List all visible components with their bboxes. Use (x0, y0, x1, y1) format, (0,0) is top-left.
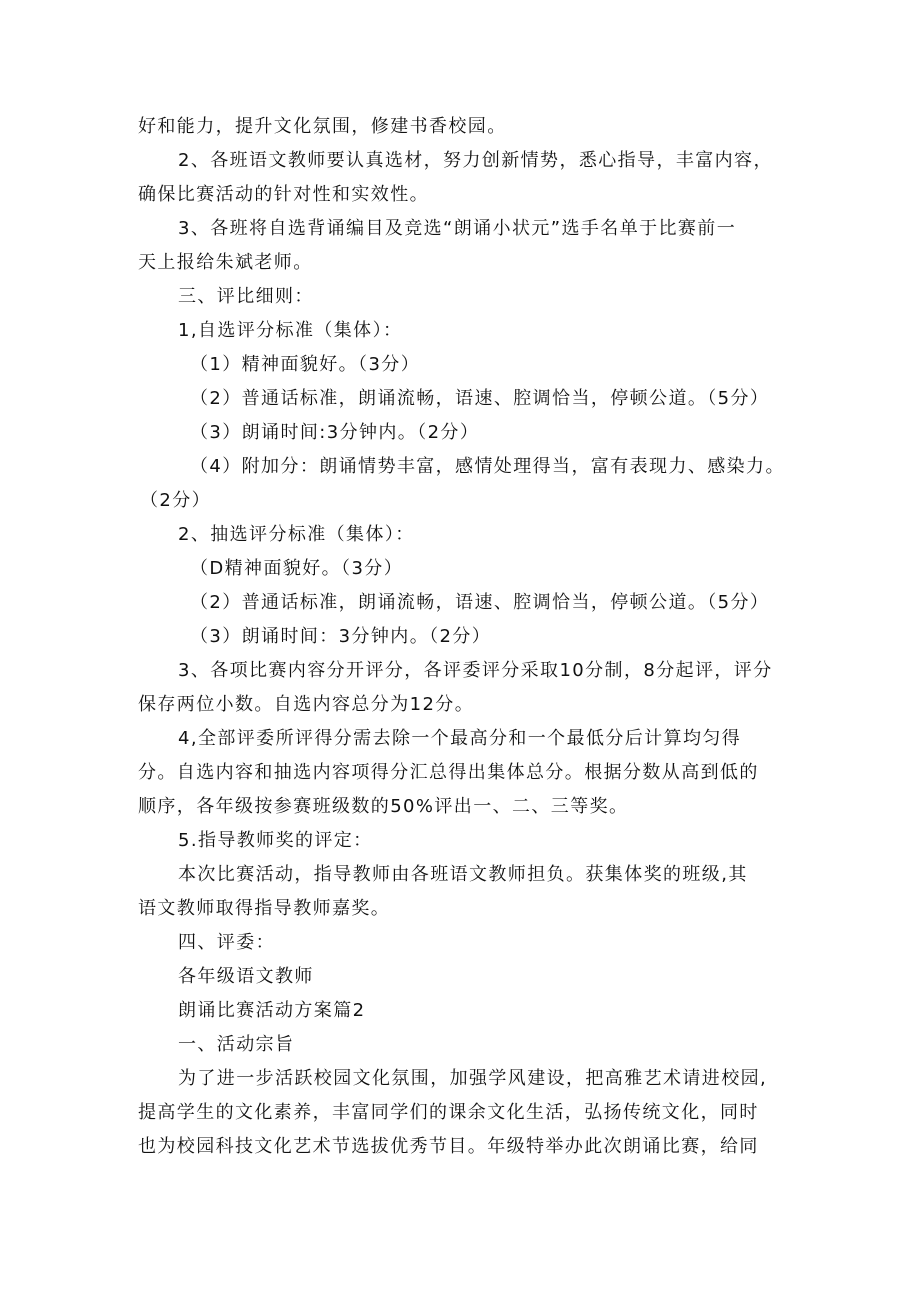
text-line: 5.指导教师奖的评定： (178, 830, 373, 851)
text-line: 顺序，各年级按参赛班级数的50%评出一、二、三等奖。 (138, 796, 629, 817)
text-line: 4,全部评委所评得分需去除一个最高分和一个最低分后计算均匀得 (178, 728, 742, 749)
text-line: 3、各项比赛内容分开评分，各评委评分采取10分制，8分起评，评分 (178, 660, 773, 681)
section-heading: 一、活动宗旨 (178, 1034, 295, 1055)
list-item: （D精神面貌好。（3分） (190, 558, 404, 579)
text-line: 分。自选内容和抽选内容项得分汇总得出集体总分。根据分数从高到低的 (138, 762, 759, 783)
text-line: 2、抽选评分标准（集体）： (178, 524, 415, 545)
text-line: 也为校园科技文化艺术节选拔优秀节目。年级特举办此次朗诵比赛，给同 (138, 1136, 759, 1157)
list-item: （4）附加分：朗诵情势丰富，感情处理得当，富有表现力、感染力。 (190, 456, 785, 477)
list-item: （3）朗诵时间：3分钟内。（2分） (190, 626, 492, 647)
list-item: （3）朗诵时间:3分钟内。（2分） (190, 422, 480, 443)
text-line: 语文教师取得指导教师嘉奖。 (138, 898, 391, 919)
text-line: 好和能力，提升文化氛围，修建书香校园。 (138, 116, 507, 137)
section-heading: 三、评比细则： (178, 286, 314, 307)
text-line: 3、各班将自选背诵编目及竞选“朗诵小状元”选手名单于比赛前一 (178, 218, 737, 239)
list-item: （2）普通话标准，朗诵流畅，语速、腔调恰当，停顿公道。（5分） (190, 388, 770, 409)
text-line: 提高学生的文化素养，丰富同学们的课余文化生活，弘扬传统文化，同时 (138, 1102, 759, 1123)
text-line: 2、各班语文教师要认真选材，努力创新情势，悉心指导，丰富内容， (178, 150, 773, 171)
section-heading: 四、评委： (178, 932, 275, 953)
list-item: （2）普通话标准，朗诵流畅，语速、腔调恰当，停顿公道。（5分） (190, 592, 770, 613)
text-line: 1,自选评分标准（集体）： (178, 320, 403, 341)
article-title: 朗诵比赛活动方案篇2 (178, 1000, 366, 1021)
list-item: （1）精神面貌好。（3分） (190, 354, 421, 375)
text-line: 为了进一步活跃校园文化氛围，加强学风建设，把高雅艺术请进校园, (178, 1068, 768, 1089)
text-line: 保存两位小数。自选内容总分为12分。 (138, 694, 475, 715)
text-line: （2分） (140, 490, 212, 511)
text-line: 本次比赛活动，指导教师由各班语文教师担负。获集体奖的班级,其 (178, 864, 748, 885)
text-line: 天上报给朱斌老师。 (138, 252, 313, 273)
text-line: 确保比赛活动的针对性和实效性。 (138, 184, 429, 205)
text-line: 各年级语文教师 (178, 966, 314, 987)
